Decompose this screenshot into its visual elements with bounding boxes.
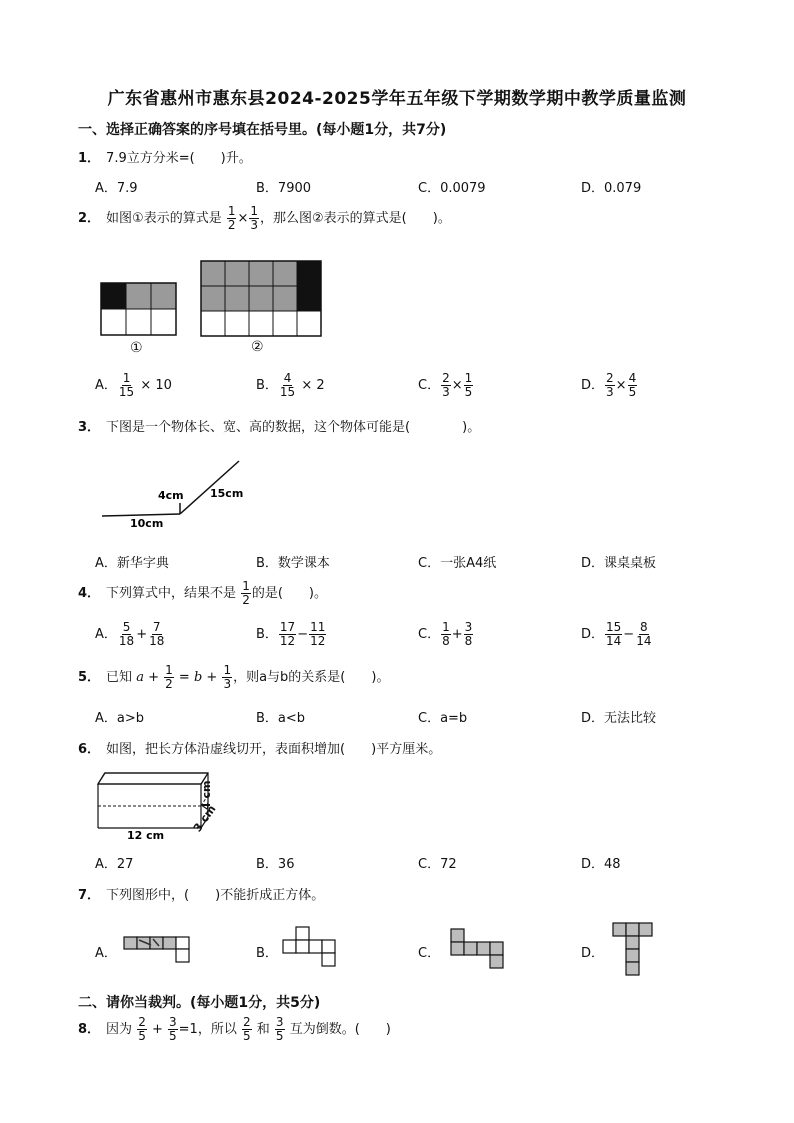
q7-option-d-label[interactable]: D． [581,946,605,961]
fraction: $\frac{1}{2}$ [242,579,250,608]
q2-option-d[interactable]: D． $\frac{2}{3}$ × $\frac{4}{5}$ [581,371,637,400]
question-text: ，则a与b的关系是( )。 [233,670,390,686]
q5-option-a[interactable]: A．a>b [95,711,145,726]
section-2-heading: 二、请你当裁判。(每小题1分，共5分) [78,995,321,1011]
option-label: C． [418,627,441,643]
fraction: $\frac{1}{2}$ [165,663,173,692]
question-number: 1． [78,151,101,166]
question-text: 因为 [106,1022,133,1038]
fraction: $\frac{7}{18}$ [149,620,165,649]
question-3 [78,416,480,435]
page-title: 广东省惠州市惠东县2024-2025学年五年级下学期数学期中教学质量监测 [107,89,687,109]
q6-option-a[interactable]: A．27 [95,857,134,872]
height-label: 4cm [158,489,184,502]
fraction: $\frac{15}{14}$ [606,620,622,649]
option-label: B． [256,627,278,643]
question-7 [78,884,324,903]
q7-net-a[interactable] [123,936,195,966]
q3-option-c[interactable]: C．一张A4纸 [418,556,497,571]
q1-option-d[interactable]: D．0.079 [581,181,642,196]
fraction: $\frac{11}{12}$ [310,620,326,649]
question-8: 8． 因为 $\frac{2}{5}$ + $\frac{3}{5}$ =1，所以 $\frac{2}{5}$ 和 $\frac{3}{5}$ 互为倒数。( ) [78,1015,391,1044]
q4-option-d[interactable]: D． $\frac{15}{14}$ − $\frac{8}{14}$ [581,620,652,649]
fraction: $\frac{2}{5}$ [242,1015,251,1044]
fraction: $\frac{4}{15}$ [279,371,296,400]
figure-2-label: ② [251,339,264,355]
option-label: D． [581,378,605,394]
question-number: 8． [78,1022,101,1038]
question-text: 7.9立方分米=( )升。 [106,151,252,166]
question-text: 互为倒数。( ) [289,1022,391,1038]
q5-option-c[interactable]: C．a=b [418,711,468,726]
option-label: A． [95,378,117,394]
dimension-figure [100,455,250,530]
option-label: C． [418,378,441,394]
question-text: =1，所以 [178,1022,237,1038]
fraction: $\frac{1}{8}$ [442,620,450,649]
q3-option-a[interactable]: A．新华字典 [95,556,169,571]
option-text: × 2 [301,378,325,394]
q7-net-d[interactable] [612,922,658,980]
section-1-heading: 一、选择正确答案的序号填在括号里。(每小题1分，共7分) [78,122,447,138]
fraction: $\frac{5}{18}$ [118,620,135,649]
q3-option-b[interactable]: B．数学课本 [256,556,330,571]
question-1 [78,147,252,166]
question-text: 下列算式中，结果不是 [106,586,237,602]
option-label: B． [256,378,278,394]
height-label: 4 cm [200,780,213,810]
question-text: 的是( )。 [251,586,327,602]
q5-option-b[interactable]: B．a<b [256,711,306,726]
fraction: $\frac{1}{15}$ [118,371,135,400]
fraction: $\frac{2}{3}$ [606,371,614,400]
question-number: 3． [78,420,101,435]
q2-option-c[interactable]: C． $\frac{2}{3}$ × $\frac{1}{5}$ [418,371,473,400]
question-6 [78,738,441,757]
q5-option-d[interactable]: D．无法比较 [581,711,657,726]
question-text: 下列图形中，( )不能折成正方体。 [106,888,325,903]
q1-option-c[interactable]: C．0.0079 [418,181,486,196]
question-2: 2． 如图①表示的算式是 $\frac{1}{2}$ × $\frac{1}{3}$ ，那么图②表示的算式是( )。 [78,204,451,233]
q6-option-c[interactable]: C．72 [418,857,457,872]
question-text: 如图①表示的算式是 [106,211,222,227]
width-label: 15cm [210,487,244,500]
q4-option-a[interactable]: A． $\frac{5}{18}$ + $\frac{7}{18}$ [95,620,165,649]
q7-net-c[interactable] [450,928,508,972]
fraction: $\frac{8}{14}$ [636,620,652,649]
fraction: $\frac{1}{5}$ [464,371,473,400]
fraction: $\frac{17}{12}$ [279,620,296,649]
fraction: $\frac{4}{5}$ [628,371,637,400]
option-text: × 10 [140,378,172,394]
grid-figure-2 [200,259,325,339]
q4-option-b[interactable]: B． $\frac{17}{12}$ − $\frac{11}{12}$ [256,620,326,649]
q1-option-a[interactable]: A．7.9 [95,181,138,196]
figure-1-label: ① [130,340,143,356]
question-text: 已知 [106,670,133,686]
question-number: 4． [78,586,101,602]
q2-option-b[interactable] [256,372,325,399]
question-number: 7． [78,888,101,903]
fraction: $\frac{3}{5}$ [169,1015,177,1044]
question-text: 和 [256,1022,270,1038]
fraction: $\frac{1}{2}$ [227,204,236,233]
q6-option-d[interactable]: D．48 [581,857,621,872]
question-5: 5． 已知 a + $\frac{1}{2}$ = b + $\frac{1}{3}$ ，则a与b的关系是( )。 [78,663,390,692]
question-number: 2． [78,211,101,227]
question-number: 6． [78,742,101,757]
grid-figure-1 [100,280,180,340]
question-text: ，那么图②表示的算式是( )。 [260,211,451,227]
fraction: $\frac{3}{5}$ [275,1015,284,1044]
fraction: $\frac{1}{3}$ [250,204,259,233]
question-number: 5． [78,670,101,686]
q7-option-b-label[interactable]: B． [256,946,278,961]
fraction: $\frac{2}{5}$ [138,1015,146,1044]
fraction: $\frac{2}{3}$ [442,371,450,400]
width-label: 3 cm [190,802,219,835]
q1-option-b[interactable]: B．7900 [256,181,312,196]
option-label: D． [581,627,605,643]
q7-option-c-label[interactable]: C． [418,946,441,961]
q4-option-c[interactable]: C． $\frac{1}{8}$ + $\frac{3}{8}$ [418,620,473,649]
q6-option-b[interactable]: B．36 [256,857,295,872]
length-label: 12 cm [127,829,165,842]
question-text: 如图，把长方体沿虚线切开，表面积增加( )平方厘米。 [106,742,442,757]
fraction: $\frac{1}{3}$ [223,663,232,692]
option-label: A． [95,627,117,643]
question-text: 下图是一个物体长、宽、高的数据，这个物体可能是( )。 [106,420,481,435]
q7-option-a-label[interactable]: A． [95,946,117,961]
fraction: $\frac{3}{8}$ [464,620,473,649]
q2-option-a[interactable] [95,372,172,399]
q7-net-b[interactable] [282,926,342,970]
length-label: 10cm [130,517,164,530]
q3-option-d[interactable]: D．课桌桌板 [581,556,657,571]
question-4 [78,580,327,607]
